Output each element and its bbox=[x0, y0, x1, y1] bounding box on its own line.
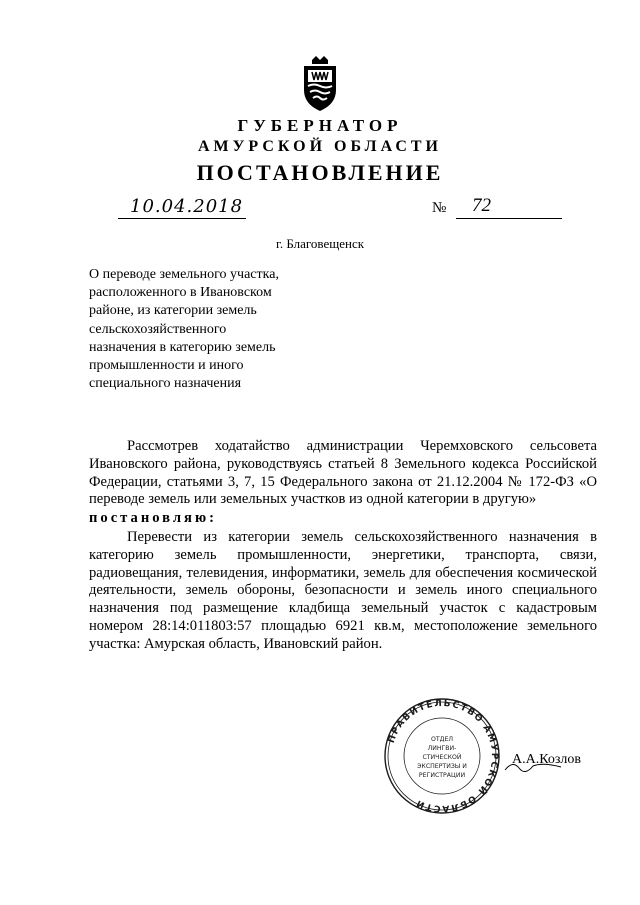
subject-line: расположенного в Ивановском bbox=[89, 285, 272, 301]
stamp-inner-line: РЕГИСТРАЦИИ bbox=[418, 772, 466, 779]
number-handwritten: 72 bbox=[472, 195, 491, 216]
decision-paragraph: Перевести из категории земель сельскохозяйственного назначения в категорию земель промышленности, энергетики, транспорта, связи, радиовещания, телевидения, информатики, земель для обеспечения космической деятельности, земель обороны, безопасности и земель иного специального назначения под размещение кладбища земельный участок с кадастровым номером 28:14:011803:57 площадью 6921 кв.м, местоположение земельного участка: Амурская область, Ивановский район. bbox=[89, 528, 597, 652]
stamp-inner-line: ОТДЕЛ bbox=[430, 736, 454, 743]
stamp-outer-text: ПРАВИТЕЛЬСТВО АМУРСКОЙ ОБЛАСТИ bbox=[386, 698, 500, 814]
stamp-inner-line: ЭКСПЕРТИЗЫ И bbox=[417, 763, 467, 770]
document-type: ПОСТАНОВЛЕНИЕ bbox=[196, 160, 444, 185]
date-handwritten: 10.04.2018 bbox=[130, 196, 244, 217]
official-seal-stamp bbox=[383, 697, 501, 815]
subject-line: районе, из категории земель bbox=[89, 303, 257, 319]
subject-line: сельскохозяйственного bbox=[89, 321, 227, 337]
subject-line: О переводе земельного участка, bbox=[89, 267, 279, 282]
city-name: г. Благовещенск bbox=[275, 236, 365, 251]
subject-line: назначения в категорию земель bbox=[89, 339, 276, 355]
signatory-name: А.А.Козлов bbox=[512, 752, 581, 767]
header-title-region: АМУРСКОЙ ОБЛАСТИ bbox=[198, 138, 442, 155]
stamp-inner-line: СТИЧЕСКОЙ bbox=[422, 754, 462, 761]
header-title-governor: ГУБЕРНАТОР bbox=[237, 116, 403, 135]
number-sign: № bbox=[432, 200, 447, 216]
decree-word: постановляю: bbox=[89, 510, 217, 527]
coat-of-arms-emblem bbox=[298, 56, 342, 112]
subject-line: специального назначения bbox=[89, 376, 242, 392]
preamble-paragraph: Рассмотрев ходатайство администрации Черемховского сельсовета Ивановского района, руководствуясь статьей 8 Земельного кодекса Российской Федерации, статьями 3, 7, 15 Федерального закона от 21.12.2004 № 172-ФЗ «О переводе земель или земельных участков из одной категории в другую» bbox=[89, 438, 597, 508]
stamp-inner-line: ЛИНГВИ- bbox=[427, 745, 457, 752]
date-field bbox=[118, 198, 246, 219]
subject-line: промышленности и иного bbox=[89, 358, 244, 374]
number-field bbox=[456, 195, 562, 219]
document-body bbox=[89, 438, 597, 654]
document-subject bbox=[89, 266, 329, 393]
